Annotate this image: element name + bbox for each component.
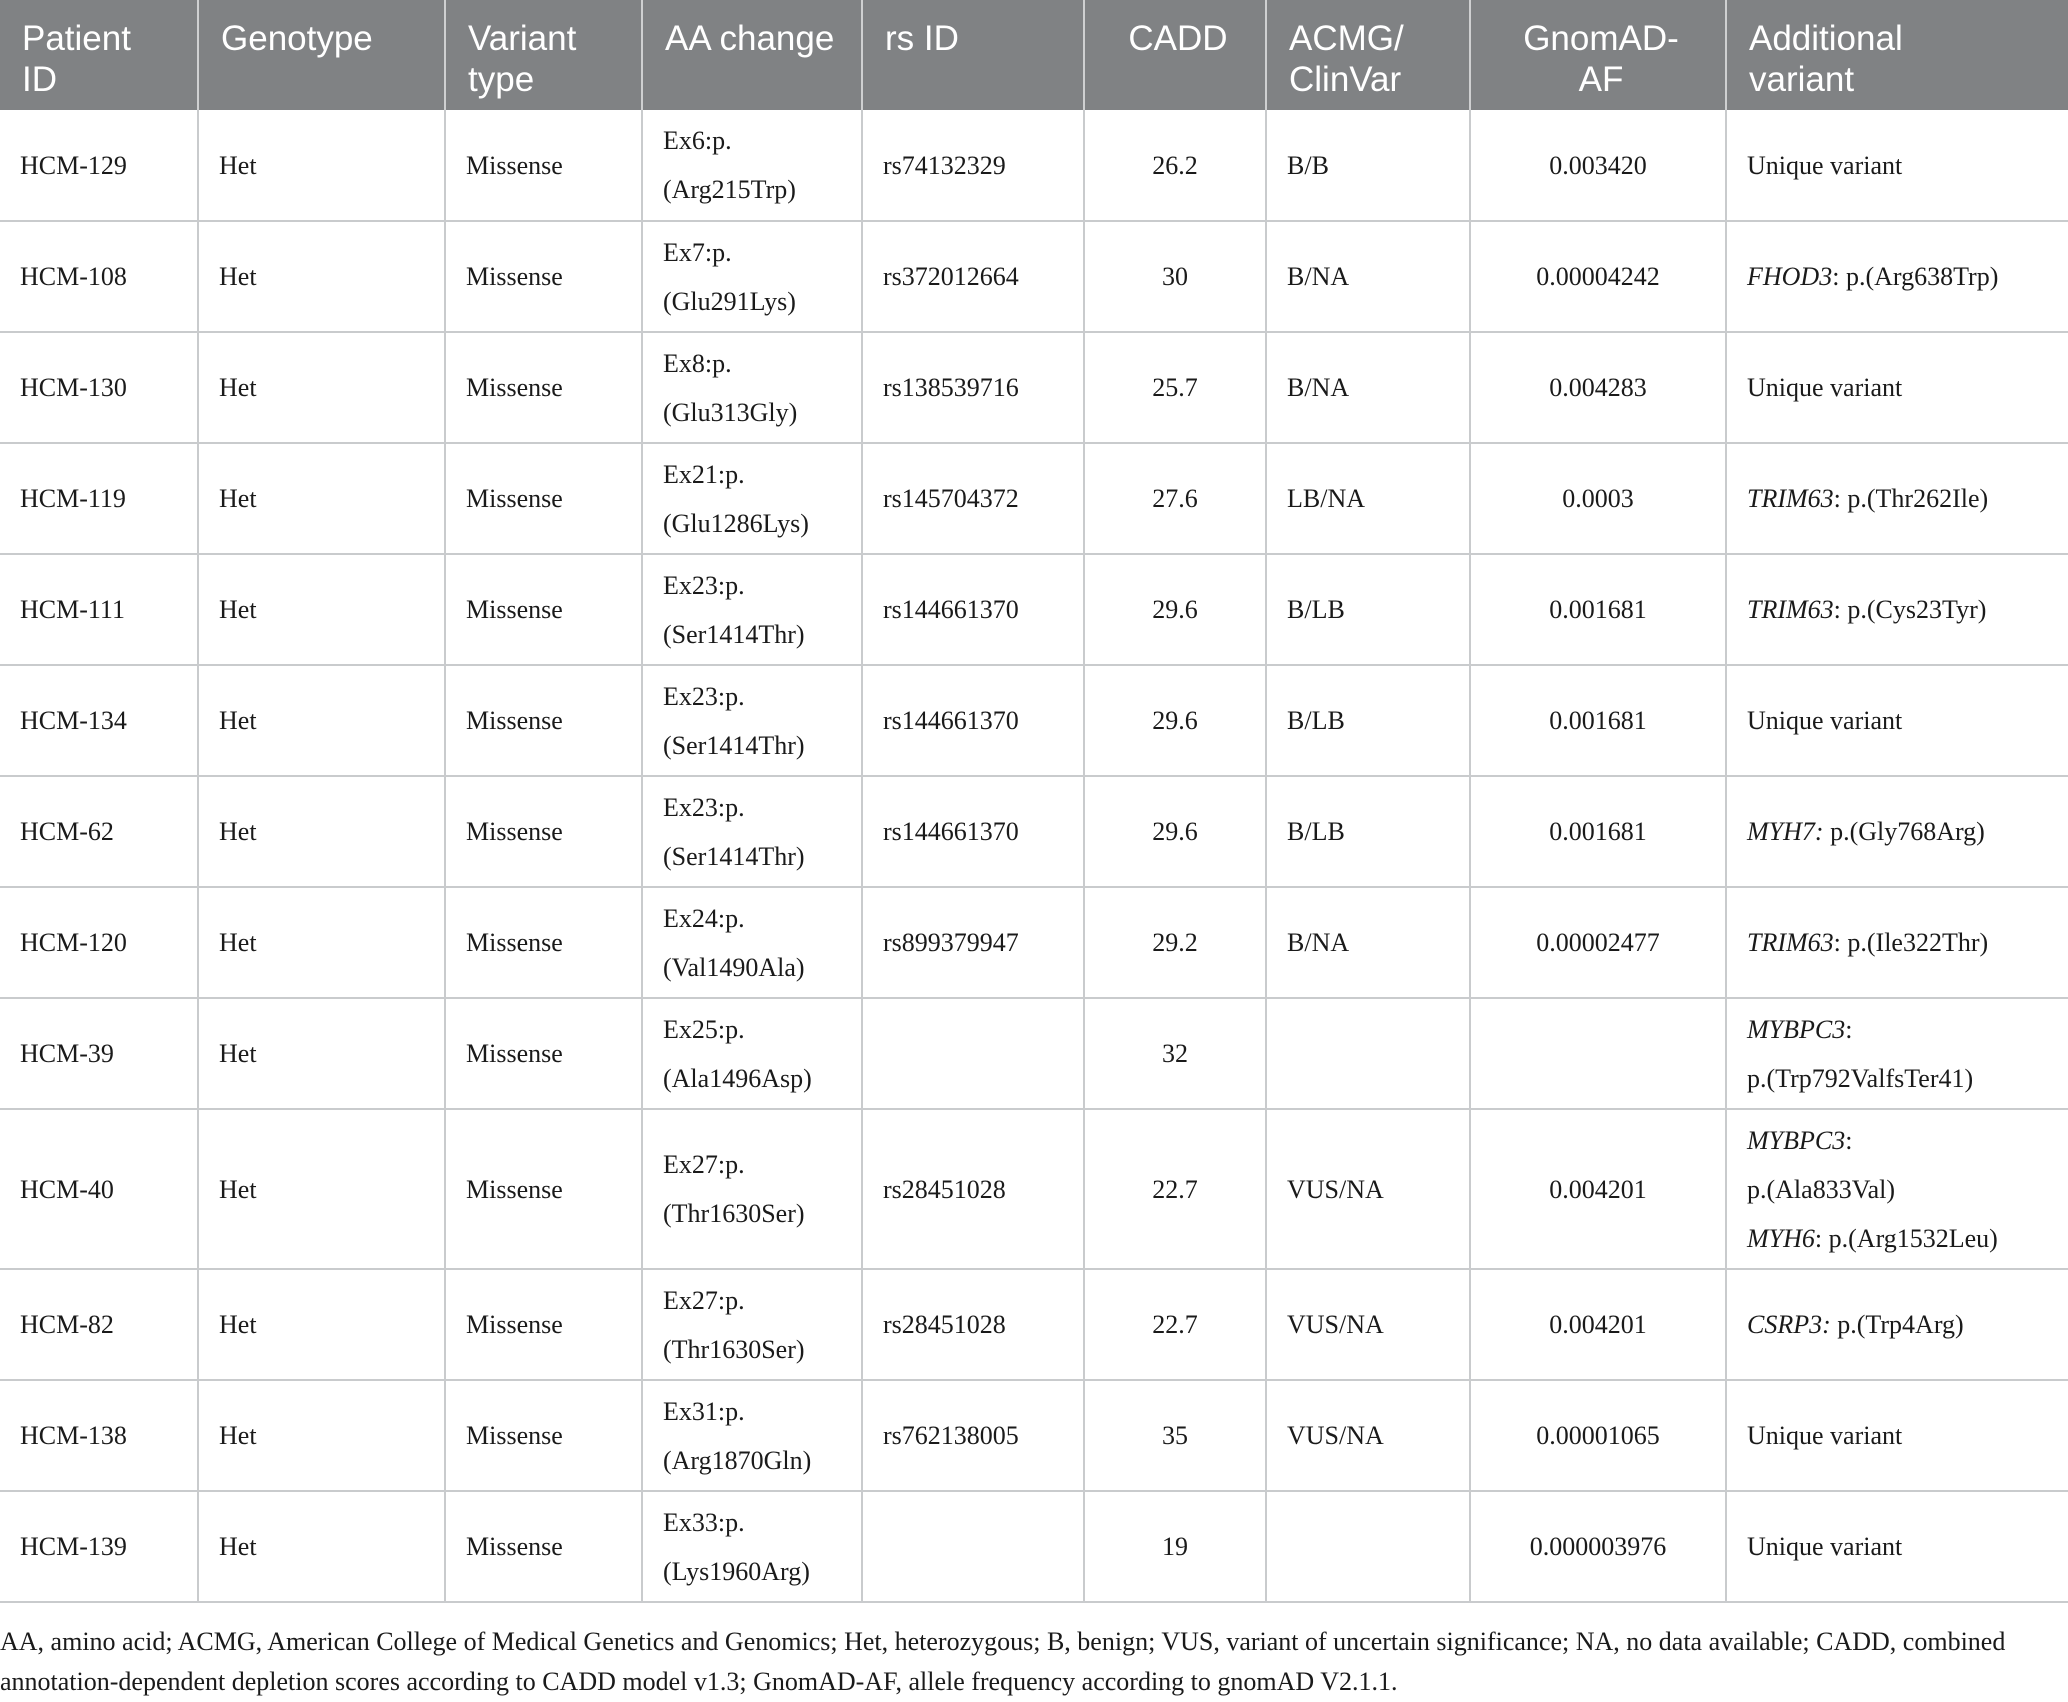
cell-gnomad-af: 0.004201	[1470, 1109, 1726, 1269]
gene-symbol: CSRP3:	[1747, 1310, 1831, 1339]
header-gnomad-af: GnomAD- AF	[1470, 0, 1726, 110]
cell-cadd: 19	[1084, 1491, 1266, 1602]
cell-gnomad-af: 0.0003	[1470, 443, 1726, 554]
cell-genotype: Het	[198, 887, 445, 998]
cell-patient-id: HCM-120	[0, 887, 198, 998]
cell-genotype: Het	[198, 1109, 445, 1269]
protein-change: Unique variant	[1747, 150, 1903, 180]
cell-cadd: 29.2	[1084, 887, 1266, 998]
cell-genotype: Het	[198, 998, 445, 1109]
cell-additional-variant	[1726, 1380, 2068, 1491]
header-rs-id: rs ID	[862, 0, 1084, 110]
cell-genotype: Het	[198, 665, 445, 776]
additional-variant-entry	[1747, 252, 2058, 301]
cell-rs-id: rs145704372	[862, 443, 1084, 554]
additional-variant-entry	[1747, 918, 2058, 967]
additional-variant-entry	[1747, 1300, 2058, 1349]
cell-variant-type: Missense	[445, 776, 642, 887]
cell-rs-id: rs28451028	[862, 1109, 1084, 1269]
gene-symbol: TRIM63	[1747, 595, 1834, 624]
protein-change: p.(Trp4Arg)	[1830, 1310, 1964, 1339]
cell-cadd: 25.7	[1084, 332, 1266, 443]
cell-variant-type: Missense	[445, 1269, 642, 1380]
cell-gnomad-af: 0.004283	[1470, 332, 1726, 443]
cell-acmg-clinvar: B/NA	[1266, 332, 1470, 443]
cell-rs-id: rs144661370	[862, 665, 1084, 776]
cell-cadd: 22.7	[1084, 1269, 1266, 1380]
cell-additional-variant	[1726, 887, 2068, 998]
cell-rs-id	[862, 998, 1084, 1109]
cell-additional-variant	[1726, 665, 2068, 776]
cell-cadd: 26.2	[1084, 110, 1266, 221]
table-row	[0, 1109, 2068, 1269]
protein-change: : p.(Arg638Trp)	[1832, 262, 1999, 291]
cell-acmg-clinvar: B/B	[1266, 110, 1470, 221]
cell-rs-id: rs28451028	[862, 1269, 1084, 1380]
cell-additional-variant	[1726, 110, 2068, 221]
cell-aa-change: Ex24:p. (Val1490Ala)	[642, 887, 862, 998]
cell-variant-type: Missense	[445, 221, 642, 332]
cell-genotype: Het	[198, 776, 445, 887]
header-row	[0, 0, 2068, 110]
cell-genotype: Het	[198, 110, 445, 221]
cell-acmg-clinvar: VUS/NA	[1266, 1109, 1470, 1269]
cell-genotype: Het	[198, 443, 445, 554]
cell-gnomad-af: 0.000003976	[1470, 1491, 1726, 1602]
gene-symbol: MYH6	[1747, 1223, 1815, 1253]
cell-patient-id: HCM-40	[0, 1109, 198, 1269]
additional-variant-entry	[1747, 1411, 2058, 1460]
table-row	[0, 776, 2068, 887]
protein-change: p.(Gly768Arg)	[1823, 817, 1985, 846]
cell-cadd: 22.7	[1084, 1109, 1266, 1269]
cell-rs-id: rs138539716	[862, 332, 1084, 443]
table-footnote: AA, amino acid; ACMG, American College of Medical Genetics and Genomics; Het, heterozygous; B, benign; VUS, variant of uncertain significance; NA, no data available; CADD, combined annotation-dependent depletion scores according to CADD model v1.3; GnomAD-AF, allele frequency according to gnomAD V2.1.1.	[0, 1627, 2006, 1696]
cell-patient-id: HCM-134	[0, 665, 198, 776]
cell-patient-id: HCM-108	[0, 221, 198, 332]
cell-acmg-clinvar: VUS/NA	[1266, 1380, 1470, 1491]
table-body	[0, 110, 2068, 1602]
header-variant-type: Variant type	[445, 0, 642, 110]
table-row	[0, 998, 2068, 1109]
cell-rs-id: rs372012664	[862, 221, 1084, 332]
cell-gnomad-af: 0.00001065	[1470, 1380, 1726, 1491]
cell-additional-variant	[1726, 1269, 2068, 1380]
cell-gnomad-af: 0.001681	[1470, 554, 1726, 665]
cell-variant-type: Missense	[445, 1109, 642, 1269]
protein-change: : p.(Arg1532Leu)	[1814, 1223, 1998, 1253]
cell-additional-variant	[1726, 1109, 2068, 1269]
cell-rs-id: rs144661370	[862, 554, 1084, 665]
protein-change: : p.(Trp792ValfsTer41)	[1747, 1014, 1974, 1093]
table-row	[0, 443, 2068, 554]
cell-cadd: 32	[1084, 998, 1266, 1109]
cell-cadd: 35	[1084, 1380, 1266, 1491]
cell-genotype: Het	[198, 221, 445, 332]
cell-patient-id: HCM-130	[0, 332, 198, 443]
cell-genotype: Het	[198, 1380, 445, 1491]
additional-variant-entry	[1747, 1005, 2058, 1103]
gene-symbol: FHOD3	[1747, 262, 1833, 291]
cell-genotype: Het	[198, 554, 445, 665]
cell-cadd: 30	[1084, 221, 1266, 332]
cell-additional-variant	[1726, 776, 2068, 887]
cell-patient-id: HCM-129	[0, 110, 198, 221]
protein-change: Unique variant	[1747, 1421, 1903, 1450]
table-row	[0, 1380, 2068, 1491]
cell-gnomad-af: 0.00002477	[1470, 887, 1726, 998]
cell-aa-change: Ex6:p. (Arg215Trp)	[642, 110, 862, 221]
cell-genotype: Het	[198, 1269, 445, 1380]
protein-change: : p.(Thr262Ile)	[1833, 484, 1989, 513]
cell-aa-change: Ex31:p. (Arg1870Gln)	[642, 1380, 862, 1491]
gene-symbol: MYBPC3	[1747, 1014, 1846, 1044]
header-acmg-clinvar: ACMG/ ClinVar	[1266, 0, 1470, 110]
additional-variant-entry	[1747, 474, 2058, 523]
cell-aa-change: Ex23:p. (Ser1414Thr)	[642, 665, 862, 776]
additional-variant-entry	[1747, 363, 2058, 412]
cell-variant-type: Missense	[445, 665, 642, 776]
header-aa-change: AA change	[642, 0, 862, 110]
cell-additional-variant	[1726, 998, 2068, 1109]
cell-additional-variant	[1726, 1491, 2068, 1602]
cell-variant-type: Missense	[445, 110, 642, 221]
protein-change: : p.(Ala833Val)	[1747, 1125, 1896, 1204]
cell-rs-id: rs144661370	[862, 776, 1084, 887]
cell-aa-change: Ex21:p. (Glu1286Lys)	[642, 443, 862, 554]
header-patient-id: Patient ID	[0, 0, 198, 110]
cell-patient-id: HCM-138	[0, 1380, 198, 1491]
cell-variant-type: Missense	[445, 998, 642, 1109]
additional-variant-entry	[1747, 585, 2058, 634]
header-genotype: Genotype	[198, 0, 445, 110]
protein-change: Unique variant	[1747, 706, 1903, 735]
cell-additional-variant	[1726, 554, 2068, 665]
cell-rs-id: rs74132329	[862, 110, 1084, 221]
cell-cadd: 29.6	[1084, 776, 1266, 887]
cell-variant-type: Missense	[445, 887, 642, 998]
cell-gnomad-af: 0.001681	[1470, 776, 1726, 887]
cell-acmg-clinvar: B/NA	[1266, 887, 1470, 998]
additional-variant-entry	[1747, 1116, 2058, 1214]
cell-cadd: 29.6	[1084, 665, 1266, 776]
table-row	[0, 110, 2068, 221]
table-row	[0, 554, 2068, 665]
protein-change: Unique variant	[1747, 373, 1903, 402]
cell-aa-change: Ex8:p. (Glu313Gly)	[642, 332, 862, 443]
cell-acmg-clinvar: B/NA	[1266, 221, 1470, 332]
additional-variant-entry	[1747, 141, 2058, 190]
cell-aa-change: Ex7:p. (Glu291Lys)	[642, 221, 862, 332]
cell-cadd: 29.6	[1084, 554, 1266, 665]
cell-gnomad-af: 0.001681	[1470, 665, 1726, 776]
cell-gnomad-af: 0.00004242	[1470, 221, 1726, 332]
header-cadd: CADD	[1084, 0, 1266, 110]
cell-aa-change: Ex27:p. (Thr1630Ser)	[642, 1109, 862, 1269]
additional-variant-entry	[1747, 807, 2058, 856]
table-row	[0, 887, 2068, 998]
cell-patient-id: HCM-82	[0, 1269, 198, 1380]
cell-patient-id: HCM-111	[0, 554, 198, 665]
table-row	[0, 1491, 2068, 1602]
gene-symbol: MYH7:	[1747, 817, 1824, 846]
cell-aa-change: Ex23:p. (Ser1414Thr)	[642, 554, 862, 665]
cell-acmg-clinvar: B/LB	[1266, 776, 1470, 887]
cell-acmg-clinvar: LB/NA	[1266, 443, 1470, 554]
additional-variant-entry	[1747, 1522, 2058, 1571]
cell-acmg-clinvar: VUS/NA	[1266, 1269, 1470, 1380]
cell-variant-type: Missense	[445, 443, 642, 554]
cell-rs-id: rs762138005	[862, 1380, 1084, 1491]
cell-additional-variant	[1726, 332, 2068, 443]
table-row	[0, 332, 2068, 443]
cell-aa-change: Ex25:p. (Ala1496Asp)	[642, 998, 862, 1109]
cell-additional-variant	[1726, 443, 2068, 554]
gene-symbol: MYBPC3	[1747, 1125, 1846, 1155]
cell-rs-id	[862, 1491, 1084, 1602]
cell-aa-change: Ex33:p. (Lys1960Arg)	[642, 1491, 862, 1602]
cell-acmg-clinvar	[1266, 1491, 1470, 1602]
cell-acmg-clinvar: B/LB	[1266, 554, 1470, 665]
cell-gnomad-af: 0.003420	[1470, 110, 1726, 221]
cell-rs-id: rs899379947	[862, 887, 1084, 998]
cell-aa-change: Ex23:p. (Ser1414Thr)	[642, 776, 862, 887]
gene-symbol: TRIM63	[1747, 928, 1834, 957]
protein-change: : p.(Ile322Thr)	[1833, 928, 1989, 957]
gene-symbol: TRIM63	[1747, 484, 1834, 513]
protein-change: : p.(Cys23Tyr)	[1833, 595, 1987, 624]
additional-variant-entry	[1747, 1214, 2058, 1263]
cell-genotype: Het	[198, 1491, 445, 1602]
cell-cadd: 27.6	[1084, 443, 1266, 554]
cell-variant-type: Missense	[445, 1491, 642, 1602]
table-row	[0, 665, 2068, 776]
table-header	[0, 0, 2068, 110]
cell-acmg-clinvar: B/LB	[1266, 665, 1470, 776]
table-row	[0, 221, 2068, 332]
cell-gnomad-af	[1470, 998, 1726, 1109]
additional-variant-entry	[1747, 696, 2058, 745]
table-row	[0, 1269, 2068, 1380]
cell-aa-change: Ex27:p. (Thr1630Ser)	[642, 1269, 862, 1380]
cell-acmg-clinvar	[1266, 998, 1470, 1109]
cell-genotype: Het	[198, 332, 445, 443]
cell-patient-id: HCM-39	[0, 998, 198, 1109]
cell-variant-type: Missense	[445, 554, 642, 665]
cell-patient-id: HCM-119	[0, 443, 198, 554]
cell-variant-type: Missense	[445, 1380, 642, 1491]
cell-additional-variant	[1726, 221, 2068, 332]
header-additional-variant: Additional variant	[1726, 0, 2068, 110]
cell-patient-id: HCM-62	[0, 776, 198, 887]
cell-gnomad-af: 0.004201	[1470, 1269, 1726, 1380]
protein-change: Unique variant	[1747, 1532, 1903, 1561]
cell-patient-id: HCM-139	[0, 1491, 198, 1602]
cell-variant-type: Missense	[445, 332, 642, 443]
